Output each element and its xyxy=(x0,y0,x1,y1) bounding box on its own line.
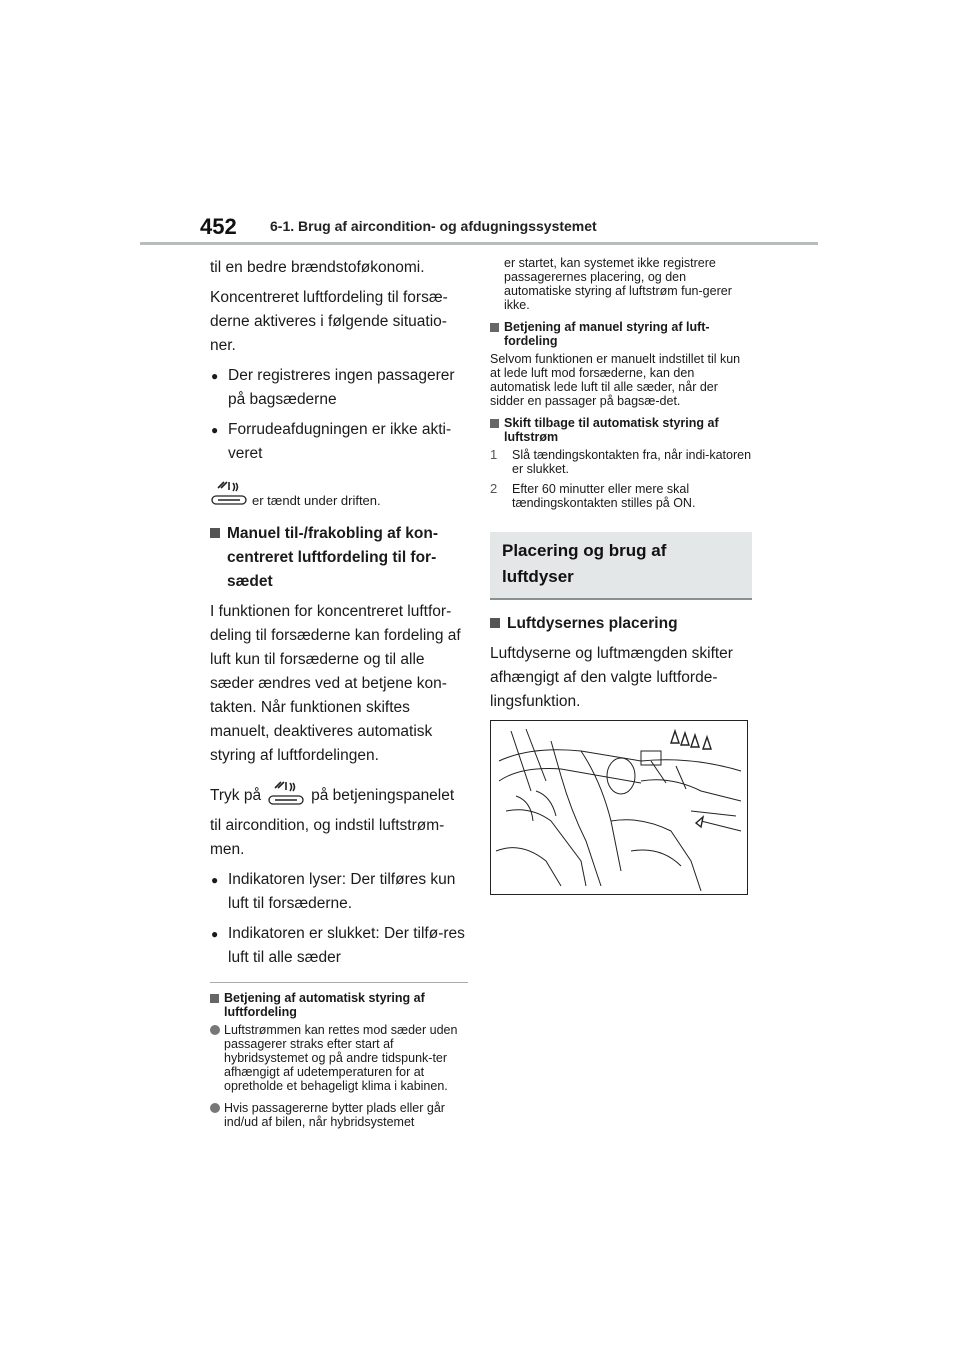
step-item: 1 Slå tændingskontakten fra, når indi-katoren er slukket. xyxy=(490,447,752,476)
small-heading: Betjening af manuel styring af luft-fordeling xyxy=(490,320,752,348)
car-interior-illustration xyxy=(490,720,748,895)
paragraph: Luftdyserne og luftmængden skifter afhængigt af den valgte luftforde-lingsfunktion. xyxy=(490,645,733,710)
left-column xyxy=(210,256,468,1137)
circle-bullet-icon xyxy=(210,1025,220,1035)
square-bullet-icon xyxy=(210,994,219,1003)
header-divider xyxy=(140,242,818,245)
list-item: ● Indikatoren er slukket: Der tilfø-res luft til alle sæder xyxy=(210,922,468,970)
step-number: 2 xyxy=(490,481,498,496)
square-bullet-icon xyxy=(490,618,500,628)
paragraph: Koncentreret luftfordeling til forsæ-derne aktiveres i følgende situatio-ner. xyxy=(210,289,448,354)
circle-bullet-icon xyxy=(210,1103,220,1113)
paragraph: til aircondition, og indstil luftstrøm-men. xyxy=(210,817,445,858)
list-item: Hvis passagererne bytter plads eller går ind/ud af bilen, når hybridsystemet xyxy=(210,1101,468,1129)
page-number: 452 xyxy=(200,214,237,239)
small-heading: Betjening af automatisk styring af luftfordeling xyxy=(210,991,468,1019)
paragraph: I funktionen for koncentreret luftfor-deling til forsæderne kan fordeling af luft kun til forsæderne og til alle sæder ændres ved at betjene kon-takten. Når funktionen skiftes manuelt, deaktiveres automatisk styring af luftfordelingen. xyxy=(210,603,461,764)
list-item: ● Indikatoren lyser: Der tilføres kun luft til forsæderne. xyxy=(210,868,468,916)
icon-note xyxy=(210,478,468,508)
square-bullet-icon xyxy=(490,323,499,332)
paragraph: til en bedre brændstoføkonomi. xyxy=(210,259,425,276)
paragraph: er startet, kan systemet ikke registrere passagerernes placering, og den automatiske styring af luftstrøm fun-gerer ikke. xyxy=(504,256,732,312)
step-item: 2 Efter 60 minutter eller mere skal tændingskontakten stilles på ON. xyxy=(490,481,696,510)
list-item: Luftstrømmen kan rettes mod sæder uden passagerer straks efter start af hybridsystemet og på andre tidspunk-ter afhængigt af udetemperaturen for at opretholde et behageligt klima i kabinen. xyxy=(210,1023,468,1093)
step-number: 1 xyxy=(490,447,498,462)
small-heading: Skift tilbage til automatisk styring af luftstrøm xyxy=(490,416,752,444)
front-seat-airflow-icon xyxy=(210,478,248,508)
right-column xyxy=(490,256,752,895)
car-interior-drawing xyxy=(491,721,746,893)
section-title: Placering og brug af luftdyser xyxy=(502,541,667,586)
list-item: ● Der registreres ingen passagerer på bagsæderne xyxy=(210,364,468,412)
square-bullet-icon xyxy=(490,419,499,428)
list-item: ● Forrudeafdugningen er ikke akti-veret xyxy=(210,418,468,466)
paragraph: Selvom funktionen er manuelt indstillet til kun at lede luft mod forsæderne, kan den automatisk lede luft til alle sæder, når der sidder en passager på bagsæ-det. xyxy=(490,352,741,408)
press-instruction: Tryk på på betjeningspanelet xyxy=(210,778,468,808)
section-heading: Luftdysernes placering xyxy=(490,612,752,636)
icon-note-text: er tændt under driften. xyxy=(252,493,381,508)
section-heading: Manuel til-/frakobling af kon-centreret luftfordeling til for-sædet xyxy=(210,522,468,594)
divider xyxy=(210,982,468,983)
front-seat-airflow-icon xyxy=(267,778,305,808)
section-title-box xyxy=(490,532,752,600)
chapter-title: 6-1. Brug af aircondition- og afdugningssystemet xyxy=(270,218,597,234)
square-bullet-icon xyxy=(210,528,220,538)
